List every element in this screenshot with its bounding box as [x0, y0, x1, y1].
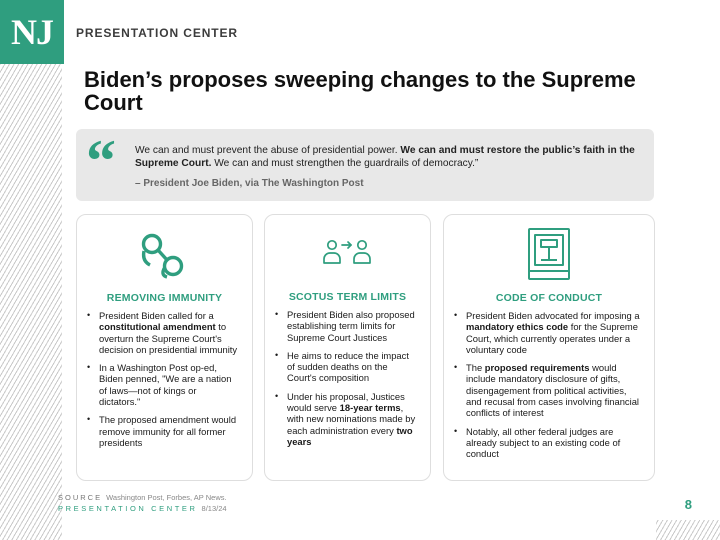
source-line	[58, 493, 227, 502]
footer-brand-line	[58, 504, 227, 513]
page-number: 8	[684, 497, 692, 512]
brand-label: PRESENTATION CENTER	[76, 26, 238, 40]
law-book-gavel-icon	[444, 227, 654, 283]
decorative-hatch-left	[0, 64, 62, 540]
card-bullet-list	[87, 310, 240, 455]
card-scotus-term-limits	[264, 214, 431, 481]
list-item: • Under his proposal, Justices would serve 18-year terms, with new nominations made by each administration every two years	[275, 391, 418, 447]
card-removing-immunity	[76, 214, 253, 481]
handcuffs-icon	[77, 231, 252, 281]
quote-part-2: We can and must strengthen the guardrails of democracy.”	[211, 158, 479, 169]
quote-mark-icon: “	[86, 128, 116, 194]
list-item: • President Biden also proposed establishing term limits for Supreme Court Justices	[275, 309, 418, 343]
quote-text	[135, 144, 647, 170]
footer-date: 8/13/24	[201, 504, 227, 513]
card-title: REMOVING IMMUNITY	[106, 292, 223, 304]
quote-attribution: – President Joe Biden, via The Washington Post	[135, 178, 364, 189]
source-text: Washington Post, Forbes, AP News.	[106, 493, 227, 502]
people-transfer-icon	[265, 237, 430, 267]
source-label: SOURCE	[58, 493, 103, 502]
card-bullet-list	[454, 310, 642, 467]
quote-bold: We can and must restore the public’s faith in the Supreme Court.	[135, 145, 635, 169]
list-item: • He aims to reduce the impact of sudden deaths on the Court's composition	[275, 350, 418, 384]
list-item: • President Biden called for a constitutional amendment to overturn the Supreme Court's decision on presidential immunity	[87, 310, 240, 355]
list-item: • President Biden advocated for imposing a mandatory ethics code for the Supreme Court, which currently operates under a voluntary code	[454, 310, 642, 355]
quote-box	[76, 129, 654, 201]
list-item: • In a Washington Post op-ed, Biden penned, "We are a nation of laws—not of kings or dictators."	[87, 362, 240, 407]
decorative-hatch-bottom-right	[656, 520, 720, 540]
slide-title: Biden’s proposes sweeping changes to the Supreme Court	[84, 67, 636, 115]
card-title: SCOTUS TERM LIMITS	[288, 291, 407, 303]
card-bullet-list	[275, 309, 418, 454]
list-item: • The proposed amendment would remove immunity for all former presidents	[87, 414, 240, 448]
list-item: • Notably, all other federal judges are already subject to an existing code of conduct	[454, 426, 642, 460]
nj-logo: NJ	[0, 0, 64, 64]
quote-part-1: We can and must prevent the abuse of presidential power.	[135, 145, 401, 156]
card-title: CODE OF CONDUCT	[495, 292, 603, 304]
card-code-of-conduct	[443, 214, 655, 481]
footer-center-label: PRESENTATION CENTER	[58, 504, 198, 513]
list-item: • The proposed requirements would include mandatory disclosure of gifts, disengagement from political activities, and recusal from cases involving financial conflicts of interest	[454, 362, 642, 418]
